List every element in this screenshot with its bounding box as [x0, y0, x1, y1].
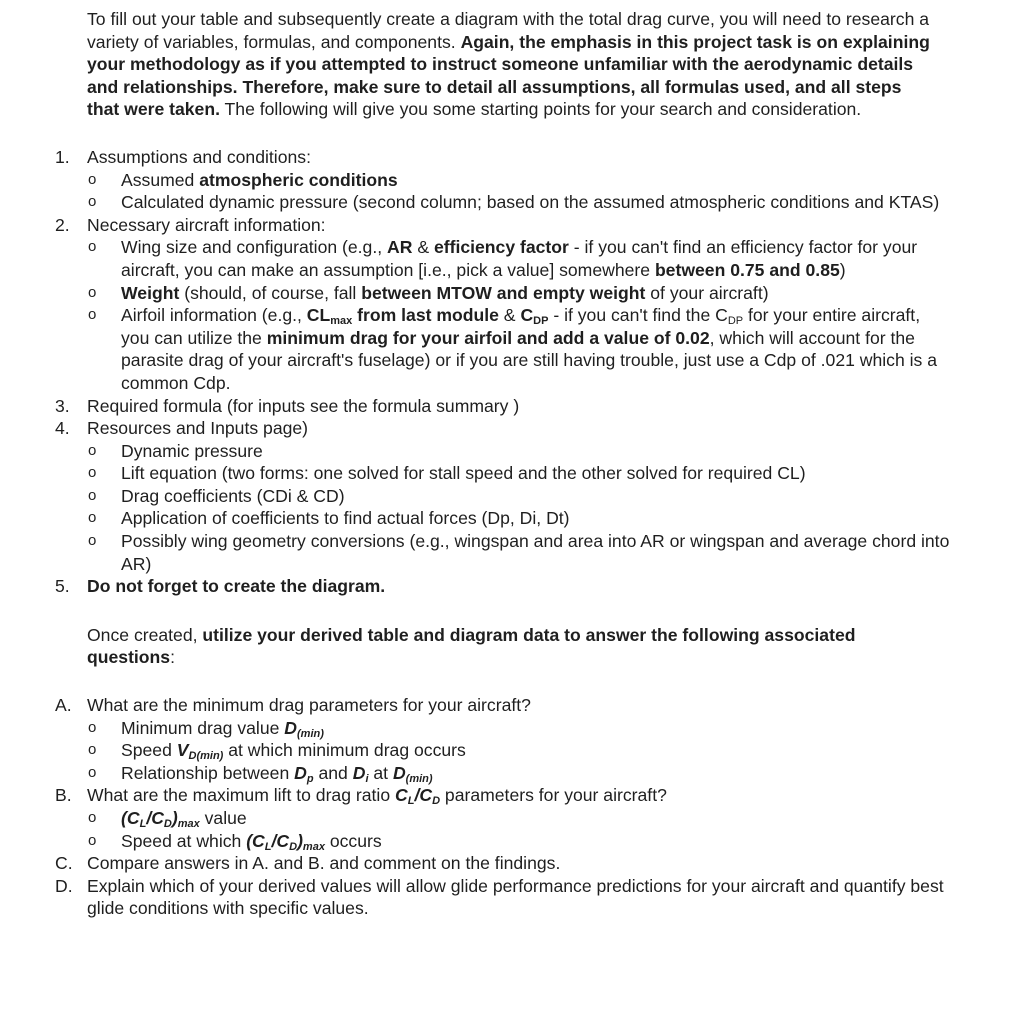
sub-item — [0, 236, 951, 281]
sub-item — [0, 717, 951, 740]
symbol: /C — [271, 830, 290, 851]
symbol: (C — [121, 808, 140, 828]
list-marker: D. — [55, 875, 73, 896]
sub-item-text: Possibly wing geometry conversions (e.g., wingspan and area into AR or wingspan and average chord into AR) — [121, 531, 950, 574]
question-c — [0, 852, 947, 875]
symbol: ) — [297, 830, 303, 851]
bullet-icon: o — [88, 763, 97, 781]
list-item-text: Necessary aircraft information: — [87, 214, 326, 235]
sub-item-text: - if you can't find the C — [548, 305, 728, 326]
sub-item-emphasis: CL — [306, 305, 331, 326]
list-marker: C. — [55, 853, 73, 874]
sub-item-emphasis: atmospheric conditions — [199, 169, 398, 190]
bullet-icon: o — [88, 486, 97, 504]
sub-item-emphasis: C — [520, 305, 534, 326]
sub-item-text: & — [498, 305, 521, 326]
sub-item-text: Speed at which — [121, 830, 247, 851]
intro-text-end: The following will give you some starting points for your search and consideration. — [219, 99, 862, 120]
subscript: D — [432, 795, 441, 808]
subscript: (min) — [405, 772, 433, 785]
bullet-icon: o — [88, 306, 97, 324]
sub-item — [0, 440, 951, 463]
sub-item-emphasis: Weight — [121, 282, 180, 303]
subscript: i — [365, 772, 369, 785]
bullet-icon: o — [88, 283, 97, 301]
bullet-icon: o — [88, 441, 97, 459]
sub-item-text: Assumed — [121, 169, 200, 190]
list-marker: 2. — [55, 214, 70, 235]
sub-item-text: Calculated dynamic pressure (second column; based on the assumed atmospheric conditions and KTAS) — [121, 192, 940, 213]
sub-item-text: & — [412, 237, 434, 258]
intro-text: To fill out your table and subsequently create a diagram with the total drag curve, you will need to research a variety of variables, formulas, and components. — [87, 9, 930, 52]
bullet-icon: o — [88, 718, 97, 736]
lettered-list — [0, 694, 1024, 920]
sub-item-text: Wing size and configuration (e.g., — [121, 237, 388, 258]
list-marker: 1. — [55, 146, 70, 167]
subscript: D(min) — [188, 750, 224, 763]
sub-item — [0, 191, 951, 214]
subscript: DP — [533, 315, 549, 328]
subscript: DP — [727, 315, 744, 328]
sub-item-text: and — [313, 762, 353, 783]
list-marker: 4. — [55, 418, 70, 439]
sub-item-text: Minimum drag value — [121, 717, 285, 738]
symbol: D — [392, 762, 406, 783]
question-text: parameters for your aircraft? — [440, 785, 667, 806]
subscript: D — [163, 818, 172, 830]
symbol: /C — [146, 808, 164, 828]
sub-item — [0, 304, 951, 394]
question-text: What are the maximum lift to drag ratio — [87, 785, 396, 806]
sub-item — [0, 169, 951, 192]
bullet-icon: o — [88, 464, 97, 482]
sub-item-text: Drag coefficients (CDi & CD) — [121, 485, 345, 506]
subscript: L — [264, 840, 272, 853]
symbol: D — [352, 762, 366, 783]
list-item-text: Resources and Inputs page) — [87, 418, 309, 439]
list-marker: 5. — [55, 576, 70, 597]
question-d — [0, 875, 947, 920]
list-marker: B. — [55, 785, 72, 806]
question-text: What are the minimum drag parameters for your aircraft? — [87, 695, 531, 716]
question-text: Compare answers in A. and B. and comment on the findings. — [87, 853, 561, 874]
list-marker: A. — [55, 695, 72, 716]
symbol: (C — [246, 830, 265, 851]
sub-item — [0, 462, 951, 485]
sub-item-text: Airfoil information (e.g., — [121, 305, 307, 326]
sub-item-text: - if you can't find an efficiency factor for your aircraft, you can make an assumption [i.e., pick a value] somewhere — [121, 237, 918, 280]
sub-item-text: Dynamic pressure — [121, 440, 263, 461]
sub-item-text: at — [368, 762, 393, 783]
list-marker: 3. — [55, 395, 70, 416]
document — [0, 8, 1024, 920]
symbol: D — [284, 717, 298, 738]
question-a — [0, 694, 947, 717]
outro-emphasis: utilize your derived table and diagram data to answer the following associated questions — [87, 624, 856, 668]
subscript: max — [330, 315, 353, 328]
question-text: Explain which of your derived values will allow glide performance predictions for your aircraft and quantify best glide conditions with specific values. — [87, 875, 944, 919]
sub-item — [0, 830, 951, 853]
list-item-text: Do not forget to create the diagram. — [87, 576, 386, 597]
symbol: ) — [171, 808, 178, 828]
bullet-icon: o — [88, 741, 97, 759]
sub-item-text: ) — [839, 259, 846, 280]
list-item-4 — [0, 417, 947, 440]
sub-item-text: , which will account for the parasite drag of your aircraft's fuselage) or if you are still having trouble, just use a Cdp of .021 which is a common Cdp. — [121, 327, 938, 393]
sub-item — [0, 282, 951, 305]
subscript: D — [289, 840, 298, 853]
sub-item-text: Relationship between — [121, 762, 295, 783]
list-item-text: Required formula (for inputs see the formula summary ) — [87, 395, 520, 416]
list-item-1 — [0, 146, 947, 169]
sub-item-emphasis: between 0.75 and 0.85 — [654, 259, 840, 280]
subscript: p — [306, 772, 314, 785]
subscript: max — [177, 818, 200, 830]
sub-item-text: occurs — [324, 830, 382, 851]
sub-item — [0, 507, 951, 530]
sub-item — [0, 762, 951, 785]
list-item-text: Assumptions and conditions: — [87, 146, 311, 167]
subscript: max — [302, 840, 325, 853]
bullet-icon: o — [88, 193, 97, 211]
intro-emphasis: Again, the emphasis in this project task is on explaining your methodology as if you attempted to instruct someone unfamiliar with the aerodynamic details and relationships. Therefore, make sure to detail all assumptions, all formulas used, and all steps that were taken. — [87, 31, 930, 120]
sub-item-text: at which minimum drag occurs — [223, 740, 466, 761]
subscript: (min) — [297, 727, 324, 740]
sub-item-emphasis: between MTOW and empty weight — [361, 282, 646, 303]
bullet-icon: o — [88, 509, 97, 527]
sub-item — [0, 530, 951, 575]
list-item-5 — [0, 575, 947, 598]
sub-item-emphasis: minimum drag for your airfoil and add a value of 0.02 — [266, 327, 710, 348]
bullet-icon: o — [88, 831, 97, 849]
outro-paragraph — [87, 624, 937, 669]
intro-paragraph — [87, 8, 937, 121]
subscript: L — [407, 795, 415, 808]
sub-item-emphasis: AR — [387, 237, 413, 258]
bullet-icon: o — [88, 238, 97, 256]
numbered-list — [0, 146, 1024, 598]
sub-item-text: Speed — [121, 740, 177, 761]
sub-item — [0, 739, 951, 762]
sub-item-text: (should, of course, fall — [179, 282, 362, 303]
bullet-icon: o — [88, 170, 97, 188]
bullet-icon: o — [88, 532, 97, 550]
sub-item-text: for your entire aircraft, you can utilize the — [121, 305, 921, 348]
outro-text: : — [170, 647, 175, 668]
sub-item-text: of your aircraft) — [645, 282, 769, 303]
symbol: /C — [414, 785, 433, 806]
sub-item-emphasis: efficiency factor — [433, 237, 569, 258]
sub-item-text: Lift equation (two forms: one solved for stall speed and the other solved for required CL) — [121, 463, 806, 484]
list-item-2 — [0, 214, 947, 237]
sub-item — [0, 485, 951, 508]
sub-item — [0, 807, 951, 830]
symbol: C — [395, 785, 408, 806]
sub-item-text: value — [199, 808, 247, 828]
subscript: L — [139, 818, 147, 830]
sub-item-text: Application of coefficients to find actual forces (Dp, Di, Dt) — [121, 508, 570, 529]
sub-item-emphasis: from last module — [352, 305, 499, 326]
list-item-3 — [0, 395, 947, 418]
bullet-icon: o — [88, 809, 97, 826]
outro-text: Once created, — [87, 624, 203, 645]
symbol: D — [294, 762, 307, 783]
question-b — [0, 784, 947, 807]
symbol: V — [176, 740, 189, 761]
